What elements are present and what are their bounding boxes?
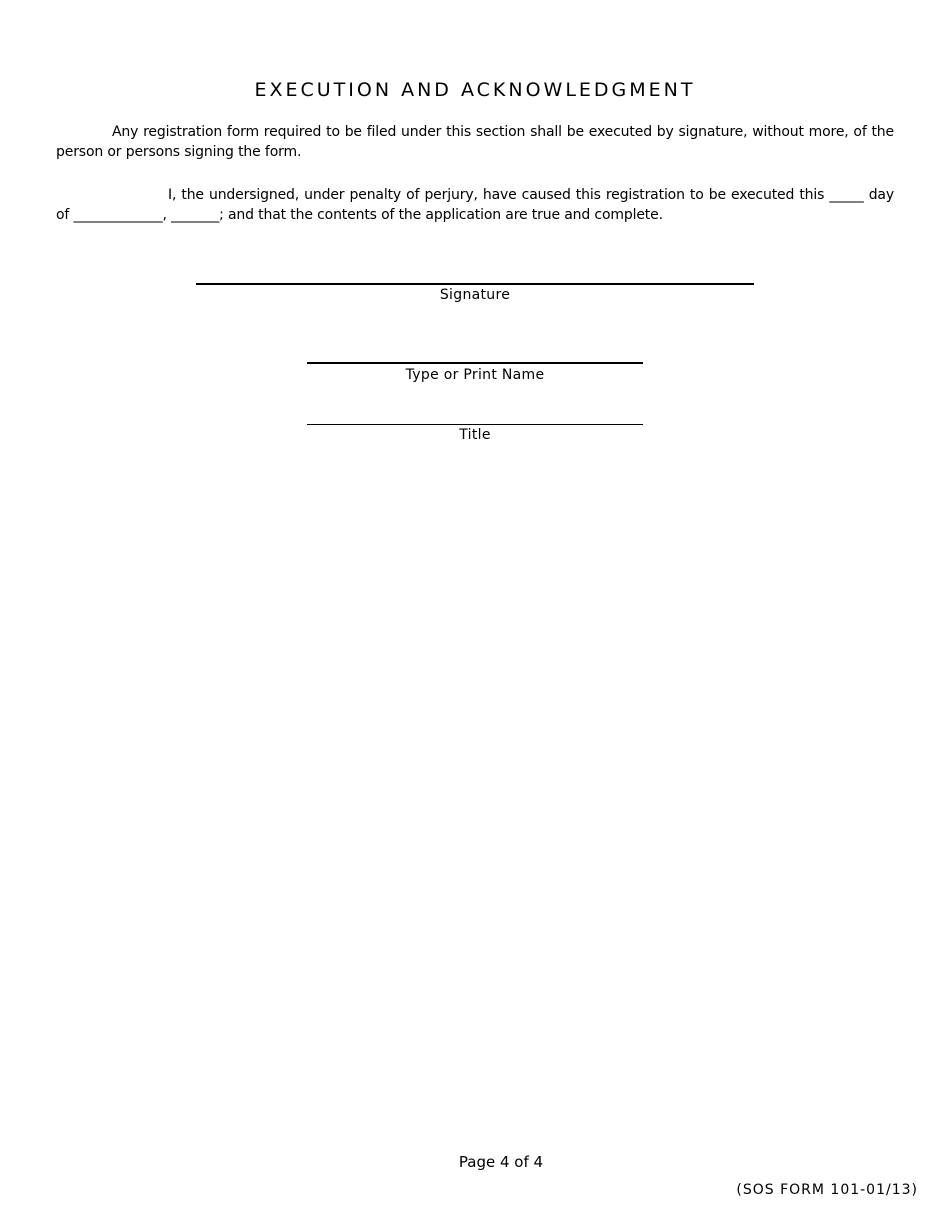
signature-label: Signature xyxy=(439,287,511,303)
print-name-line xyxy=(307,362,643,364)
title-line xyxy=(307,424,643,425)
perjury-statement-paragraph: I, the undersigned, under penalty of perjury, have caused this registration to be executed this _____ day of _____________, _______; and that the contents of the application are true and complete. xyxy=(56,187,894,223)
execution-paragraph: Any registration form required to be filed under this section shall be executed by signature, without more, of the person or persons signing the form. xyxy=(56,124,894,160)
form-identifier: (SOS FORM 101-01/13) xyxy=(736,1182,918,1198)
print-name-label: Type or Print Name xyxy=(405,367,545,383)
signature-line xyxy=(196,283,754,285)
page-title: EXECUTION AND ACKNOWLEDGMENT xyxy=(254,79,696,101)
title-label: Title xyxy=(459,427,491,443)
page-number: Page 4 of 4 xyxy=(458,1153,544,1171)
